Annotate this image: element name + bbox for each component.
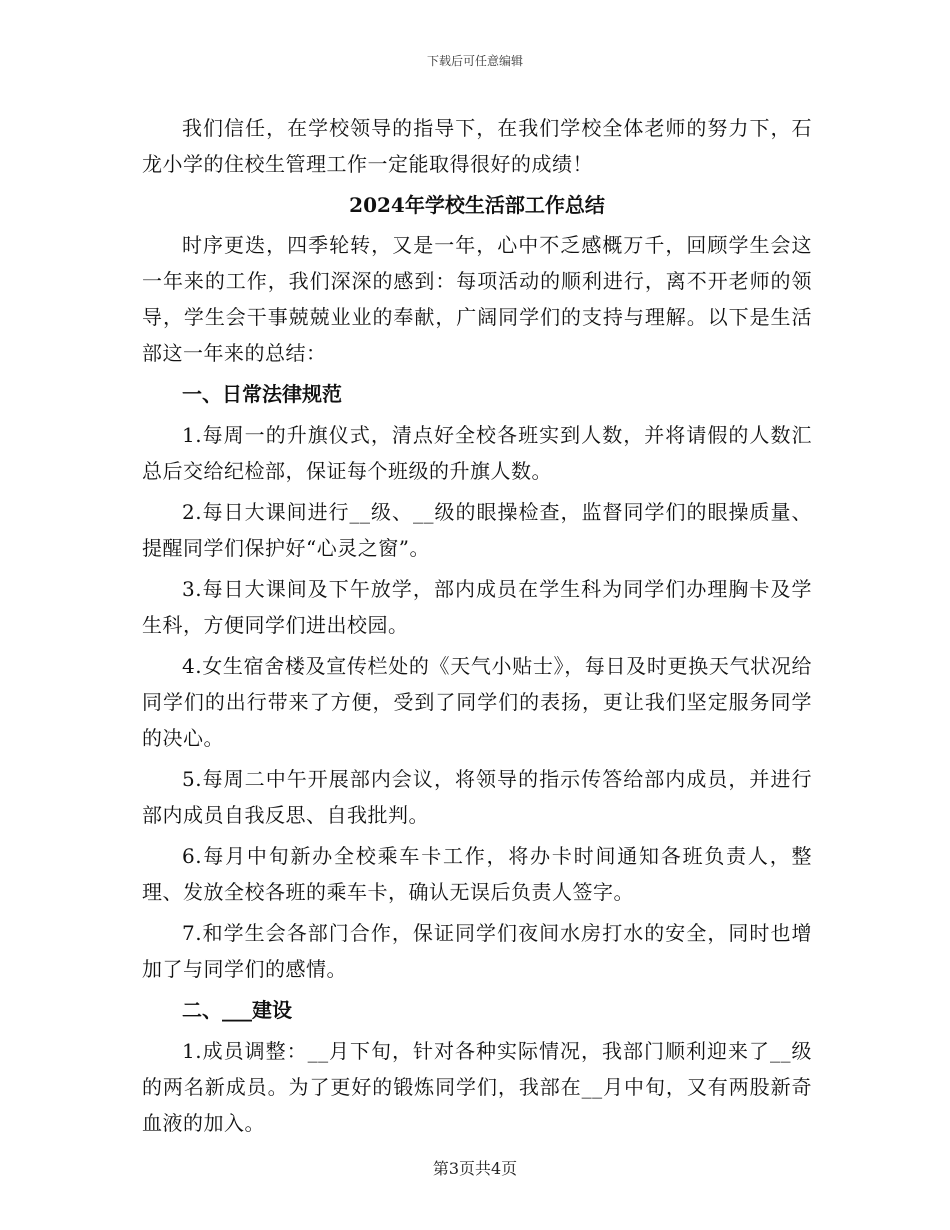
section1-item: 5.每周二中午开展部内会议，将领导的指示传答给部内成员，并进行部内成员自我反思、自我批判。 xyxy=(142,767,812,827)
section1-item: 2.每日大课间进行__级、__级的眼操检查，监督同学们的眼操质量、提醒同学们保护好“心灵之窗”。 xyxy=(142,500,812,560)
section1-item: 4.女生宿舍楼及宣传栏处的《天气小贴士》，每日及时更换天气状况给同学们的出行带来了方便，受到了同学们的表扬，更让我们坚定服务同学的决心。 xyxy=(142,654,812,750)
section1-item: 3.每日大课间及下午放学，部内成员在学生科为同学们办理胸卡及学生科，方便同学们进出校园。 xyxy=(142,577,812,637)
opening-paragraph: 时序更迭，四季轮转，又是一年，心中不乏感概万千，回顾学生会这一年来的工作，我们深深的感到：每项活动的顺利进行，离不开老师的领导，学生会干事兢兢业业的奉献，广阔同学们的支持与理解。以下是生活部这一年来的总结： xyxy=(142,233,812,365)
document-body xyxy=(142,110,812,1146)
section2-heading: 二、___建设 xyxy=(182,998,292,1022)
document-title: 2024年学校生活部工作总结 xyxy=(349,193,605,217)
intro-paragraph: 我们信任，在学校领导的指导下，在我们学校全体老师的努力下，石龙小学的住校生管理工作一定能取得很好的成绩！ xyxy=(142,116,812,176)
section1-item: 6.每月中旬新办全校乘车卡工作，将办卡时间通知各班负责人，整理、发放全校各班的乘车卡，确认无误后负责人签字。 xyxy=(142,844,812,904)
page-indicator: 第3页共4页 xyxy=(432,1159,518,1178)
section2-item: 1.成员调整：__月下旬，针对各种实际情况，我部门顺利迎来了__级的两名新成员。为了更好的锻炼同学们，我部在__月中旬，又有两股新奇血液的加入。 xyxy=(142,1039,812,1135)
section1-item: 7.和学生会各部门合作，保证同学们夜间水房打水的安全，同时也增加了与同学们的感情。 xyxy=(142,921,812,981)
page-header: 下载后可任意编辑 xyxy=(426,54,523,68)
section1-item: 1.每周一的升旗仪式，清点好全校各班实到人数，并将请假的人数汇总后交给纪检部，保证每个班级的升旗人数。 xyxy=(142,423,812,483)
section1-heading: 一、日常法律规范 xyxy=(182,382,342,406)
